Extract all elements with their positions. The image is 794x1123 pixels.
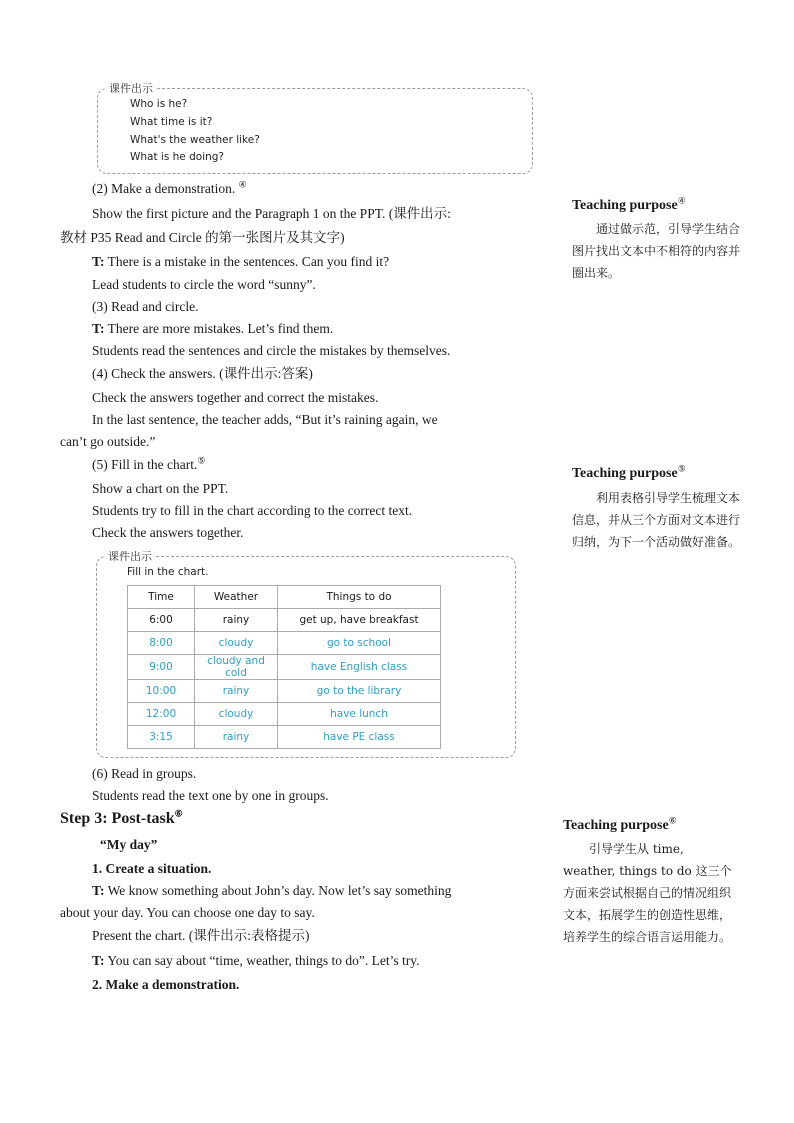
note-marker-4: ④ <box>677 195 686 206</box>
cell-weather: cloudy <box>195 703 278 726</box>
teaching-purpose-6-text: 引导学生从 time, weather, things to do 这三个方面来尝试根据自己的情况组织文本，拓展学生的创造性思维，培养学生的综合语言运用能力。 <box>563 842 732 944</box>
section-3-teacher-line: T: There are more mistakes. Let’s find them. <box>92 321 334 336</box>
section-3-students-line: Students read the sentences and circle the mistakes by themselves. <box>92 343 451 358</box>
cell-weather: rainy <box>195 609 278 632</box>
cell-weather: cloudy <box>195 632 278 655</box>
section-5-check-line: Check the answers together. <box>92 525 244 540</box>
cell-things: go to school <box>278 632 441 655</box>
section-3-title: (3) Read and circle. <box>92 299 199 314</box>
cell-weather: cloudy and cold <box>195 655 278 680</box>
ppt-question-2: What time is it? <box>130 116 213 128</box>
table-row <box>128 703 441 726</box>
section-5-show-line: Show a chart on the PPT. <box>92 481 229 496</box>
teaching-purpose-4-heading: Teaching purpose④ <box>572 195 686 213</box>
note-marker-4: ④ <box>238 179 247 190</box>
section-4-check-line: Check the answers together and correct the mistakes. <box>92 390 379 405</box>
table-row <box>128 726 441 749</box>
section-6-students-line: Students read the text one by one in groups. <box>92 788 329 803</box>
ppt-question-4: What is he doing? <box>130 151 225 163</box>
note-marker-5: ⑤ <box>197 455 206 466</box>
section-5-students-line: Students try to fill in the chart according to the correct text. <box>92 503 413 518</box>
teaching-purpose-4-text: 通过做示范，引导学生结合图片找出文本中不相符的内容并圈出来。 <box>572 222 741 280</box>
cell-things: go to the library <box>278 680 441 703</box>
section-2-teacher-line: T: There is a mistake in the sentences. Can you find it? <box>92 254 390 269</box>
cell-time: 10:00 <box>128 680 195 703</box>
cell-things: have lunch <box>278 703 441 726</box>
table-row <box>128 609 441 632</box>
note-marker-5: ⑤ <box>677 463 686 474</box>
cell-time: 12:00 <box>128 703 195 726</box>
cell-weather: rainy <box>195 680 278 703</box>
cell-things: have PE class <box>278 726 441 749</box>
header-weather: Weather <box>195 586 278 609</box>
cell-time: 9:00 <box>128 655 195 680</box>
step-3-item-1: 1. Create a situation. <box>92 861 212 876</box>
step-3-teacher-line1a: T: We know something about John’s day. Now let’s say something <box>92 883 452 898</box>
section-2-show-line2: 教材 P35 Read and Circle 的第一张图片及其文字) <box>60 230 345 245</box>
step-3-teacher-line2: T: You can say about “time, weather, things to do”. Let’s try. <box>92 953 420 968</box>
step-3-teacher-line1b: about your day. You can choose one day to say. <box>60 905 315 920</box>
section-5-title: (5) Fill in the chart.⑤ <box>92 455 206 472</box>
table-header-row <box>128 586 441 609</box>
teaching-purpose-6-heading: Teaching purpose⑥ <box>563 815 677 833</box>
step-3-present-line: Present the chart. (课件出示:表格提示) <box>92 928 310 943</box>
section-4-last-line2: can’t go outside.” <box>60 434 156 449</box>
section-2-title: (2) Make a demonstration. ④ <box>92 179 247 196</box>
section-4-last-line1: In the last sentence, the teacher adds, “But it’s raining again, we <box>92 412 438 427</box>
section-6-title: (6) Read in groups. <box>92 766 197 781</box>
note-marker-6: ⑥ <box>174 808 183 819</box>
cell-things: have English class <box>278 655 441 680</box>
table-row <box>128 632 441 655</box>
header-time: Time <box>128 586 195 609</box>
cell-time: 3:15 <box>128 726 195 749</box>
teaching-purpose-5-heading: Teaching purpose⑤ <box>572 463 686 481</box>
ppt-question-3: What's the weather like? <box>130 134 260 146</box>
step-3-heading: Step 3: Post-task⑥ <box>60 808 183 827</box>
ppt-question-1: Who is he? <box>130 98 188 110</box>
cell-things: get up, have breakfast <box>278 609 441 632</box>
step-3-subtitle: “My day” <box>100 837 158 852</box>
section-2-show-line1: Show the first picture and the Paragraph 1 on the PPT. (课件出示: <box>92 206 451 221</box>
cell-time: 8:00 <box>128 632 195 655</box>
teaching-purpose-5-text: 利用表格引导学生梳理文本信息，并从三个方面对文本进行归纳，为下一个活动做好准备。 <box>572 491 741 549</box>
table-row <box>128 655 441 680</box>
table-row <box>128 680 441 703</box>
fill-in-chart-table <box>127 585 441 749</box>
ppt-box-label: 课件出示 <box>105 548 155 564</box>
ppt-box-label: 课件出示 <box>106 80 156 96</box>
section-4-title: (4) Check the answers. (课件出示:答案) <box>92 366 313 381</box>
header-things-to-do: Things to do <box>278 586 441 609</box>
step-3-item-2: 2. Make a demonstration. <box>92 977 240 992</box>
cell-weather: rainy <box>195 726 278 749</box>
section-2-lead-line: Lead students to circle the word “sunny”. <box>92 277 316 292</box>
cell-time: 6:00 <box>128 609 195 632</box>
note-marker-6: ⑥ <box>668 815 677 826</box>
chart-caption: Fill in the chart. <box>127 566 209 578</box>
